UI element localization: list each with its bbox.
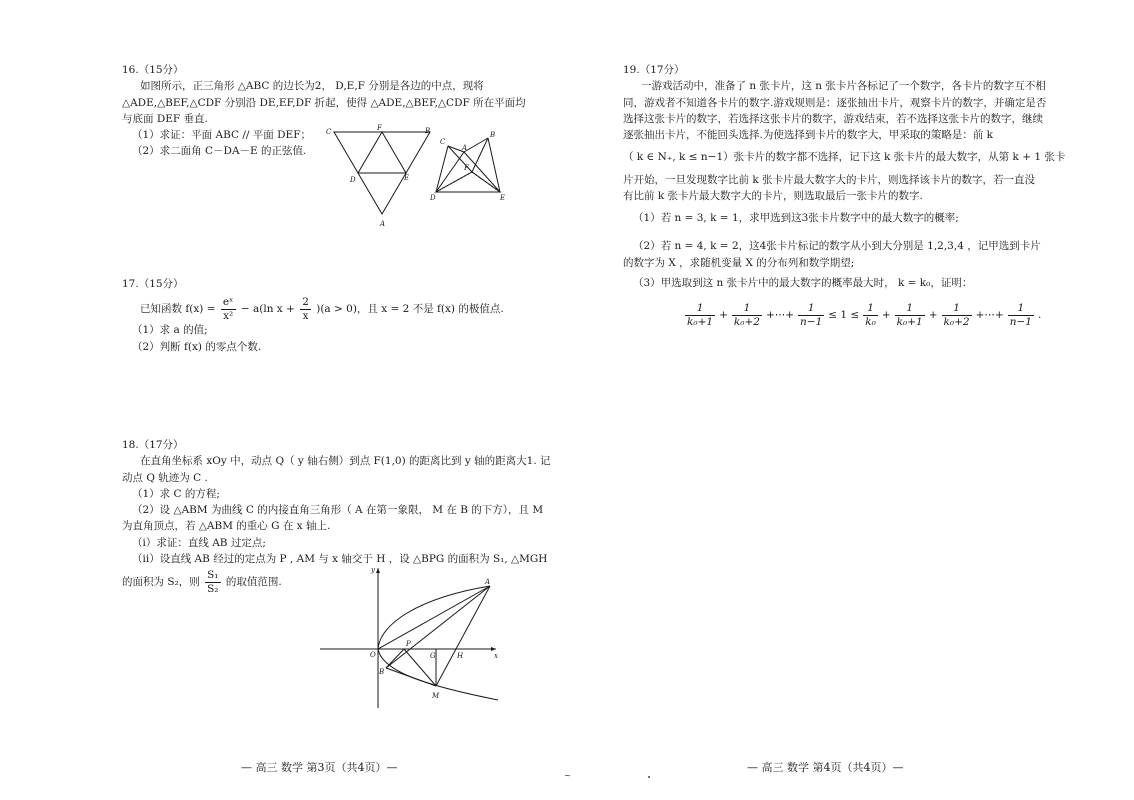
problem-19-line-3: 选择这张卡片的数字，若选择这张卡片的数字，游戏结束，若不选择这张卡片的数字，继续 xyxy=(623,112,1043,125)
fig16-label-f: F xyxy=(377,124,382,132)
ineq-term-4-num: 1 xyxy=(863,302,878,316)
problem-17-frac1 xyxy=(221,296,236,322)
ineq-plus-2: + xyxy=(881,309,891,322)
fig16b-label-a: A xyxy=(462,144,468,152)
problem-19-q2-a: （2）若 n = 4, k = 2，这4张卡片标记的数字从小到大分别是 1,2,3,4 ，记甲选到卡片 xyxy=(633,240,1041,253)
problem-19-inequality xyxy=(683,302,1043,328)
problem-17-stem xyxy=(122,296,532,322)
ineq-term-1-den: k₀+1 xyxy=(687,315,714,328)
problem-18-frac-num: S₁ xyxy=(207,569,219,582)
fig16b-label-d: D xyxy=(430,194,436,202)
fig18-label-y: y xyxy=(371,566,375,574)
ineq-term-6-den: k₀+2 xyxy=(943,315,970,328)
fig16b-label-b: B xyxy=(490,131,496,139)
ineq-term-2-num: 1 xyxy=(732,302,762,316)
problem-17-stem-b: − a(ln x + xyxy=(240,303,295,316)
problem-19-line-6: 片开始，一旦发现数字比前 k 张卡片最大数字大的卡片，则选择该卡片的数字，若一直没 xyxy=(623,173,1036,186)
ineq-plus-3: + xyxy=(928,309,938,322)
ineq-term-5 xyxy=(895,302,925,328)
problem-18-qi: （i）求证：直线 AB 过定点; xyxy=(132,536,266,549)
problem-19-q2-b: 的数字为 X ，求随机变量 X 的分布列和数学期望; xyxy=(623,256,855,269)
fig18-label-m: M xyxy=(432,692,440,700)
fig18-label-b: B xyxy=(379,668,385,676)
right-page xyxy=(567,0,1134,800)
problem-16-line-1: 如图所示，正三角形 △ABC 的边长为2， D,E,F 分别是各边的中点，现将 xyxy=(140,80,484,93)
problem-19-line-1: 一游戏活动中，准备了 n 张卡片，这 n 张卡片各标记了一个数字，各卡片的数字互不相 xyxy=(641,80,1046,93)
fig18-label-a: A xyxy=(485,578,491,586)
ineq-dots-1: +⋯+ xyxy=(765,309,795,322)
problem-19-line-4: 逐张抽出卡片，不能回头选择.为使选择到卡片的数字大，甲采取的策略是：前 k xyxy=(623,129,994,142)
problem-19 xyxy=(623,62,1093,291)
ineq-term-4 xyxy=(863,302,878,328)
problem-19-line-5: （ k ∈ N₊, k ≤ n−1）张卡片的数字都不选择，记下这 k 张卡片的最大数字，从第 k + 1 张卡 xyxy=(623,151,1066,164)
fig18-label-o: O xyxy=(370,651,376,659)
ineq-term-7-num: 1 xyxy=(1008,302,1034,316)
center-mark: ~ xyxy=(564,771,571,780)
problem-17-frac1-num: eˣ xyxy=(222,296,234,309)
ineq-term-6 xyxy=(942,302,972,328)
fig16-label-d: D xyxy=(350,176,356,184)
figure-16-flat xyxy=(322,122,437,230)
ineq-term-6-num: 1 xyxy=(942,302,972,316)
fig16-label-b: B xyxy=(425,127,431,135)
problem-18-last-a: 的面积为 S₂，则 xyxy=(122,576,200,589)
ineq-term-3 xyxy=(798,302,824,328)
fig18-label-g: G xyxy=(430,652,436,660)
problem-16-line-2: △ADE,△BEF,△CDF 分别沿 DE,EF,DF 折起，使得 △ADE,△BEF,△CDF 所在平面均 xyxy=(122,96,526,109)
fig18-label-x: x xyxy=(494,652,498,660)
fig16b-label-c: C xyxy=(440,138,446,146)
problem-18-frac-den: S₂ xyxy=(207,582,219,595)
problem-18-q2-b: 为直角顶点，若 △ABM 的重心 G 在 x 轴上. xyxy=(122,520,331,533)
problem-18-head: 18.（17分） xyxy=(122,439,184,451)
fig18-label-p: P xyxy=(406,640,411,648)
ineq-term-5-den: k₀+1 xyxy=(896,315,923,328)
scan-speck xyxy=(648,776,650,778)
right-page-footer: — 高三 数学 第4页（共4页）— xyxy=(747,761,904,774)
problem-17-frac2-num: 2 xyxy=(302,296,309,309)
problem-18-q2-a: （2）设 △ABM 为曲线 C 的内接直角三角形（ A 在第一象限， M 在 B 的下方），且 M xyxy=(132,504,544,517)
ineq-term-1 xyxy=(685,302,715,328)
problem-17-stem-a: 已知函数 f(x) = xyxy=(140,303,216,316)
problem-18-frac xyxy=(205,569,220,595)
ineq-term-2-den: k₀+2 xyxy=(733,315,760,328)
problem-17-frac1-den: x² xyxy=(223,309,234,322)
ineq-plus-1: + xyxy=(719,309,728,322)
problem-16-line-3: 与底面 DEF 垂直. xyxy=(122,112,208,125)
problem-16-head: 16.（15分） xyxy=(122,64,184,76)
problem-19-line-7: 有比前 k 张卡片最大数字大的卡片，则选取最后一张卡片的数字. xyxy=(623,189,923,202)
fig16b-label-f: F xyxy=(464,164,469,172)
problem-17-frac2 xyxy=(300,296,311,322)
ineq-term-2 xyxy=(732,302,762,328)
fig16-label-a: A xyxy=(380,220,386,228)
ineq-term-3-den: n−1 xyxy=(800,315,823,328)
ineq-end: . xyxy=(1037,309,1042,322)
problem-19-head: 19.（17分） xyxy=(623,64,685,76)
problem-18-q1: （1）求 C 的方程; xyxy=(132,487,220,500)
fig18-label-h: H xyxy=(457,652,464,660)
problem-18-qii: （ii）设直线 AB 经过的定点为 P , AM 与 x 轴交于 H ，设 △BPG 的面积为 S₁, △MGH xyxy=(132,552,548,565)
fig16b-label-e: E xyxy=(500,194,506,202)
ineq-dots-2: +⋯+ xyxy=(975,309,1004,322)
problem-18-line-1: 在直角坐标系 xOy 中，动点 Q（ y 轴右侧）到点 F(1,0) 的距离比到 y 轴的距离大1. 记 xyxy=(140,455,551,468)
problem-18-last-b: 的取值范围. xyxy=(225,576,282,589)
ineq-term-5-num: 1 xyxy=(895,302,925,316)
ineq-relation: ≤ 1 ≤ xyxy=(828,309,860,322)
problem-17-stem-c: )(a > 0)，且 x = 2 不是 f(x) 的极值点. xyxy=(316,303,504,316)
ineq-term-3-num: 1 xyxy=(798,302,824,316)
fig16-label-e: E xyxy=(404,174,410,182)
ineq-term-7 xyxy=(1008,302,1034,328)
problem-19-q1: （1）若 n = 3, k = 1，求甲选到这3张卡片数字中的最大数字的概率; xyxy=(633,212,959,225)
left-page-footer: — 高三 数学 第3页（共4页）— xyxy=(241,761,398,774)
problem-17-q1: （1）求 a 的值; xyxy=(132,324,208,337)
problem-16-q1: （1）求证：平面 ABC // 平面 DEF； xyxy=(132,129,312,142)
problem-19-q3: （3）甲选取到这 n 张卡片中的最大数字的概率最大时， k = k₀，证明： xyxy=(633,276,973,289)
problem-16-q2: （2）求二面角 C－DA－E 的正弦值. xyxy=(132,145,307,158)
ineq-term-1-num: 1 xyxy=(685,302,715,316)
problem-17-head: 17.（15分） xyxy=(122,278,184,290)
problem-17-q2: （2）判断 f(x) 的零点个数. xyxy=(132,340,262,353)
problem-17-frac2-den: x xyxy=(302,309,309,322)
ineq-term-7-den: n−1 xyxy=(1009,315,1032,328)
problem-18-line-2: 动点 Q 轨迹为 C . xyxy=(122,471,208,484)
problem-19-line-2: 同，游戏者不知道各卡片的数字.游戏规则是：逐张抽出卡片，观察卡片的数字，并确定是否 xyxy=(623,96,1047,109)
figure-16-folded xyxy=(428,128,508,206)
figure-18 xyxy=(318,562,503,712)
problem-17 xyxy=(122,276,532,355)
fig16-label-c: C xyxy=(326,128,332,136)
ineq-term-4-den: k₀ xyxy=(865,315,876,328)
